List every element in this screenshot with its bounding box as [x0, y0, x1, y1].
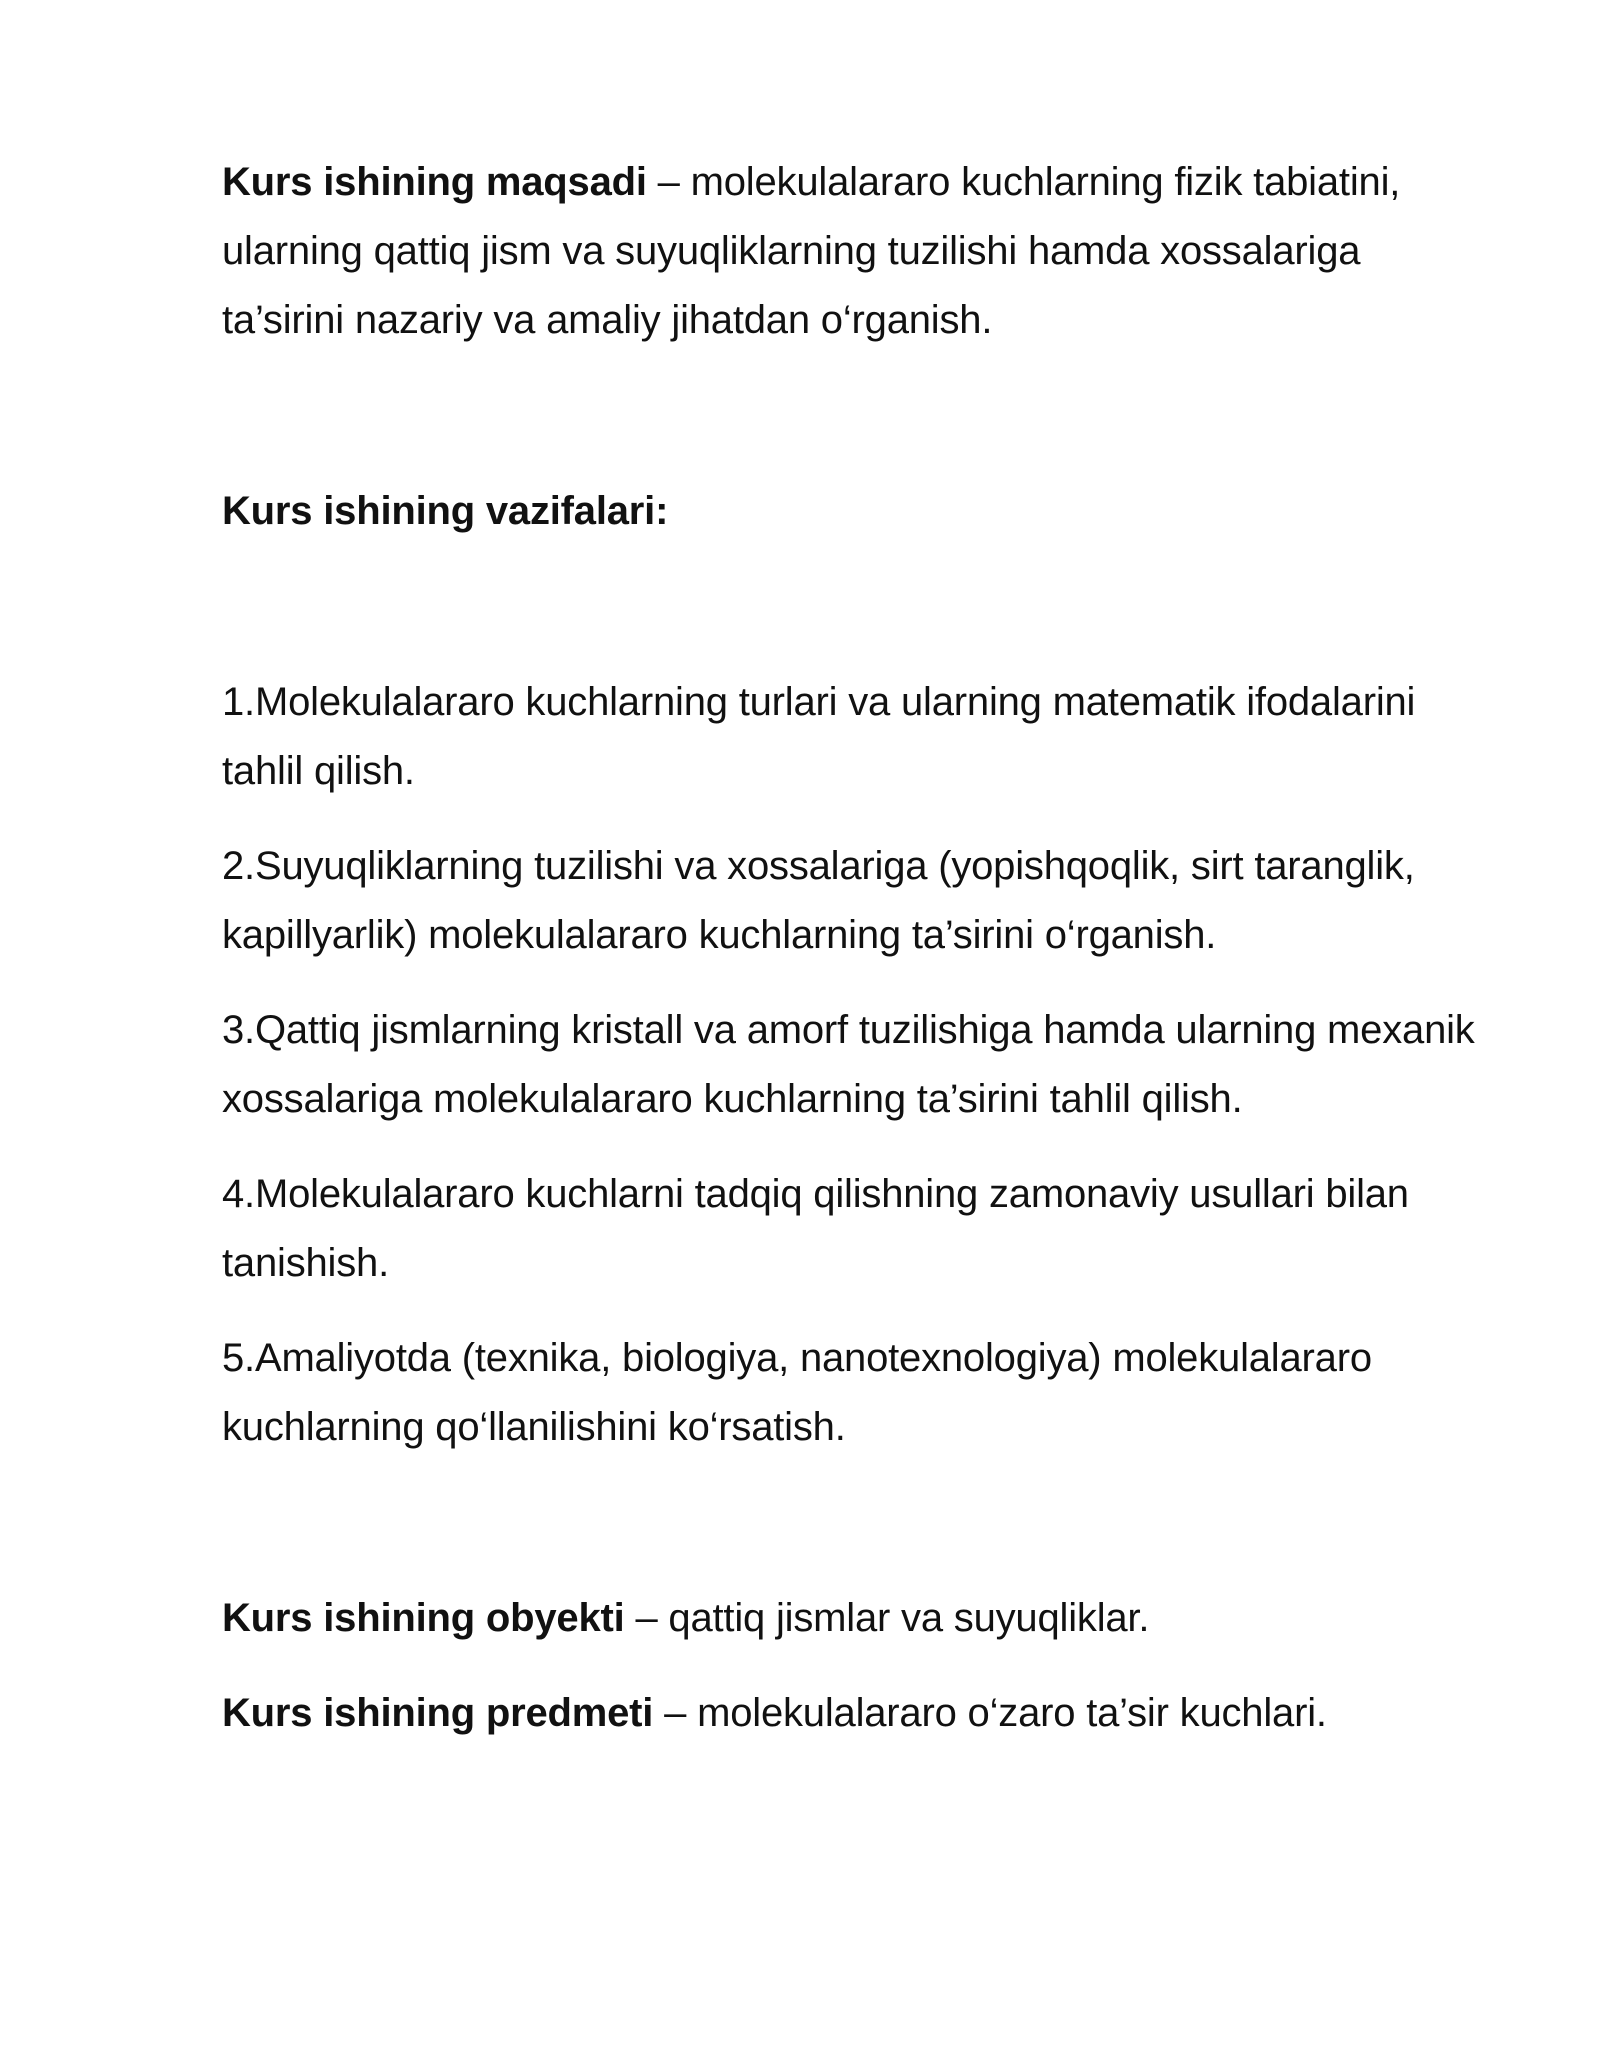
document-body — [222, 148, 1492, 1748]
task-item: 4.Molekulalararo kuchlarni tadqiq qilishning zamonaviy usullari bilan tanishish. — [222, 1172, 1409, 1285]
tasks-heading — [222, 477, 1492, 546]
task-item: 3.Qattiq jismlarning kristall va amorf tuzilishiga hamda ularning mexanik xossalariga molekulalararo kuchlarning ta’sirini tahlil qilish. — [222, 1008, 1475, 1121]
object-label: Kurs ishining obyekti — [222, 1596, 625, 1640]
tasks-heading-label: Kurs ishining vazifalari: — [222, 489, 669, 533]
task-item: 1.Molekulalararo kuchlarning turlari va ularning matematik ifodalarini tahlil qilish. — [222, 680, 1416, 793]
task-item: 2.Suyuqliklarning tuzilishi va xossalariga (yopishqoqlik, sirt taranglik, kapillyarlik) molekulalararo kuchlarning ta’sirini o‘rganish. — [222, 844, 1415, 957]
subject-text: – molekulalararo o‘zaro ta’sir kuchlari. — [653, 1691, 1327, 1735]
object-paragraph — [222, 1584, 1492, 1653]
aim-label: Kurs ishining maqsadi — [222, 160, 647, 204]
subject-label: Kurs ishining predmeti — [222, 1691, 654, 1735]
subject-paragraph — [222, 1679, 1492, 1748]
aim-paragraph — [222, 148, 1492, 355]
task-item: 5.Amaliyotda (texnika, biologiya, nanotexnologiya) molekulalararo kuchlarning qo‘llanilishini ko‘rsatish. — [222, 1336, 1372, 1449]
aim-text: – molekulalararo kuchlarning fizik tabiatini, ularning qattiq jism va suyuqliklarning tuzilishi hamda xossalariga ta’sirini nazariy va amaliy jihatdan o‘rganish. — [222, 160, 1401, 342]
object-text: – qattiq jismlar va suyuqliklar. — [624, 1596, 1150, 1640]
